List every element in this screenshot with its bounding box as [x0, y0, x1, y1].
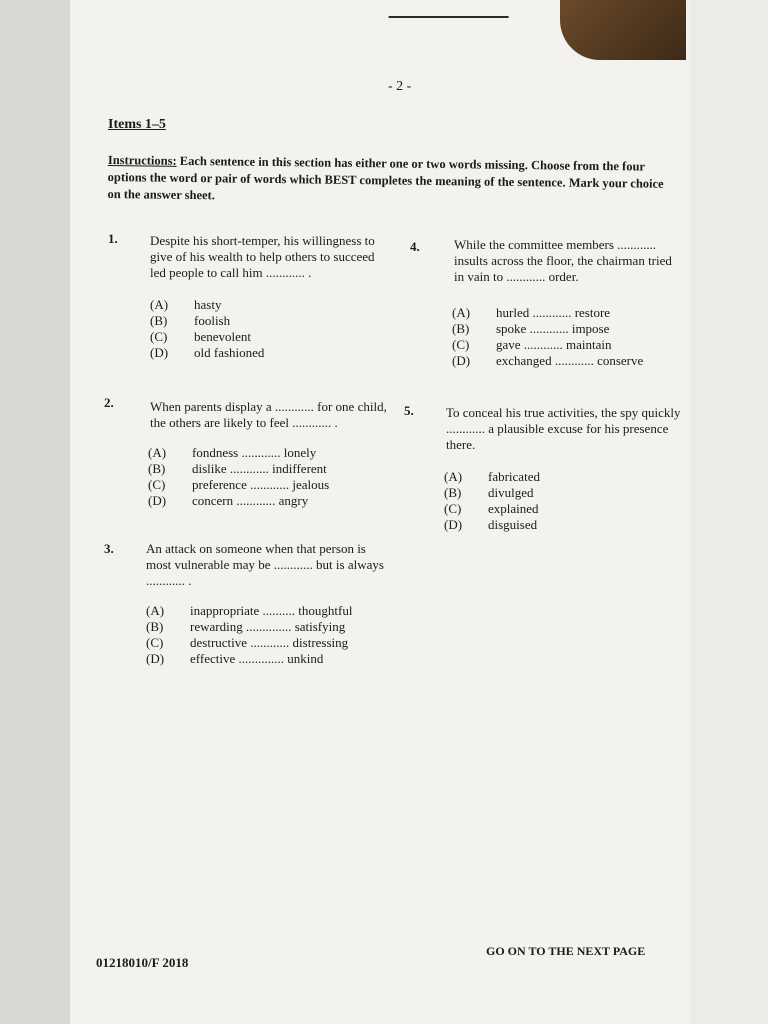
- page-number: - 2 -: [388, 79, 412, 94]
- question-stem: When parents display a ............ for one child, the others are likely to feel ............ .: [150, 399, 387, 430]
- items-heading: Items 1–5: [108, 117, 166, 132]
- question-number: 2.: [104, 395, 114, 410]
- instructions-text: Each sentence in this section has either one or two words missing. Choose from the four options the word or pair of words which BEST completes the meaning of the sentence. Mark your choice on the answer sheet.: [107, 153, 664, 203]
- question-number: 1.: [108, 231, 118, 246]
- page-edge-shadow: [690, 0, 768, 1024]
- instructions: [107, 152, 680, 210]
- background-object: [560, 0, 686, 60]
- question-stem: Despite his short-temper, his willingness to give of his wealth to help others to succeed led people to call him ............ .: [150, 233, 375, 280]
- question-number: 3.: [104, 541, 114, 556]
- paper-code: 01218010/F 2018: [96, 955, 189, 970]
- question-stem: While the committee members ............ insults across the floor, the chairman tried in vain to ............ order.: [454, 237, 672, 284]
- go-on-notice: GO ON TO THE NEXT PAGE: [486, 944, 646, 958]
- question-number: 5.: [404, 403, 414, 418]
- handwritten-mark: [388, 0, 511, 18]
- question-stem: To conceal his true activities, the spy quickly ............ a plausible excuse for his presence there.: [446, 405, 681, 452]
- question-number: 4.: [410, 239, 420, 254]
- question-stem: An attack on someone when that person is most vulnerable may be ............ but is always ............ .: [146, 541, 384, 588]
- instructions-label: Instructions:: [107, 152, 177, 168]
